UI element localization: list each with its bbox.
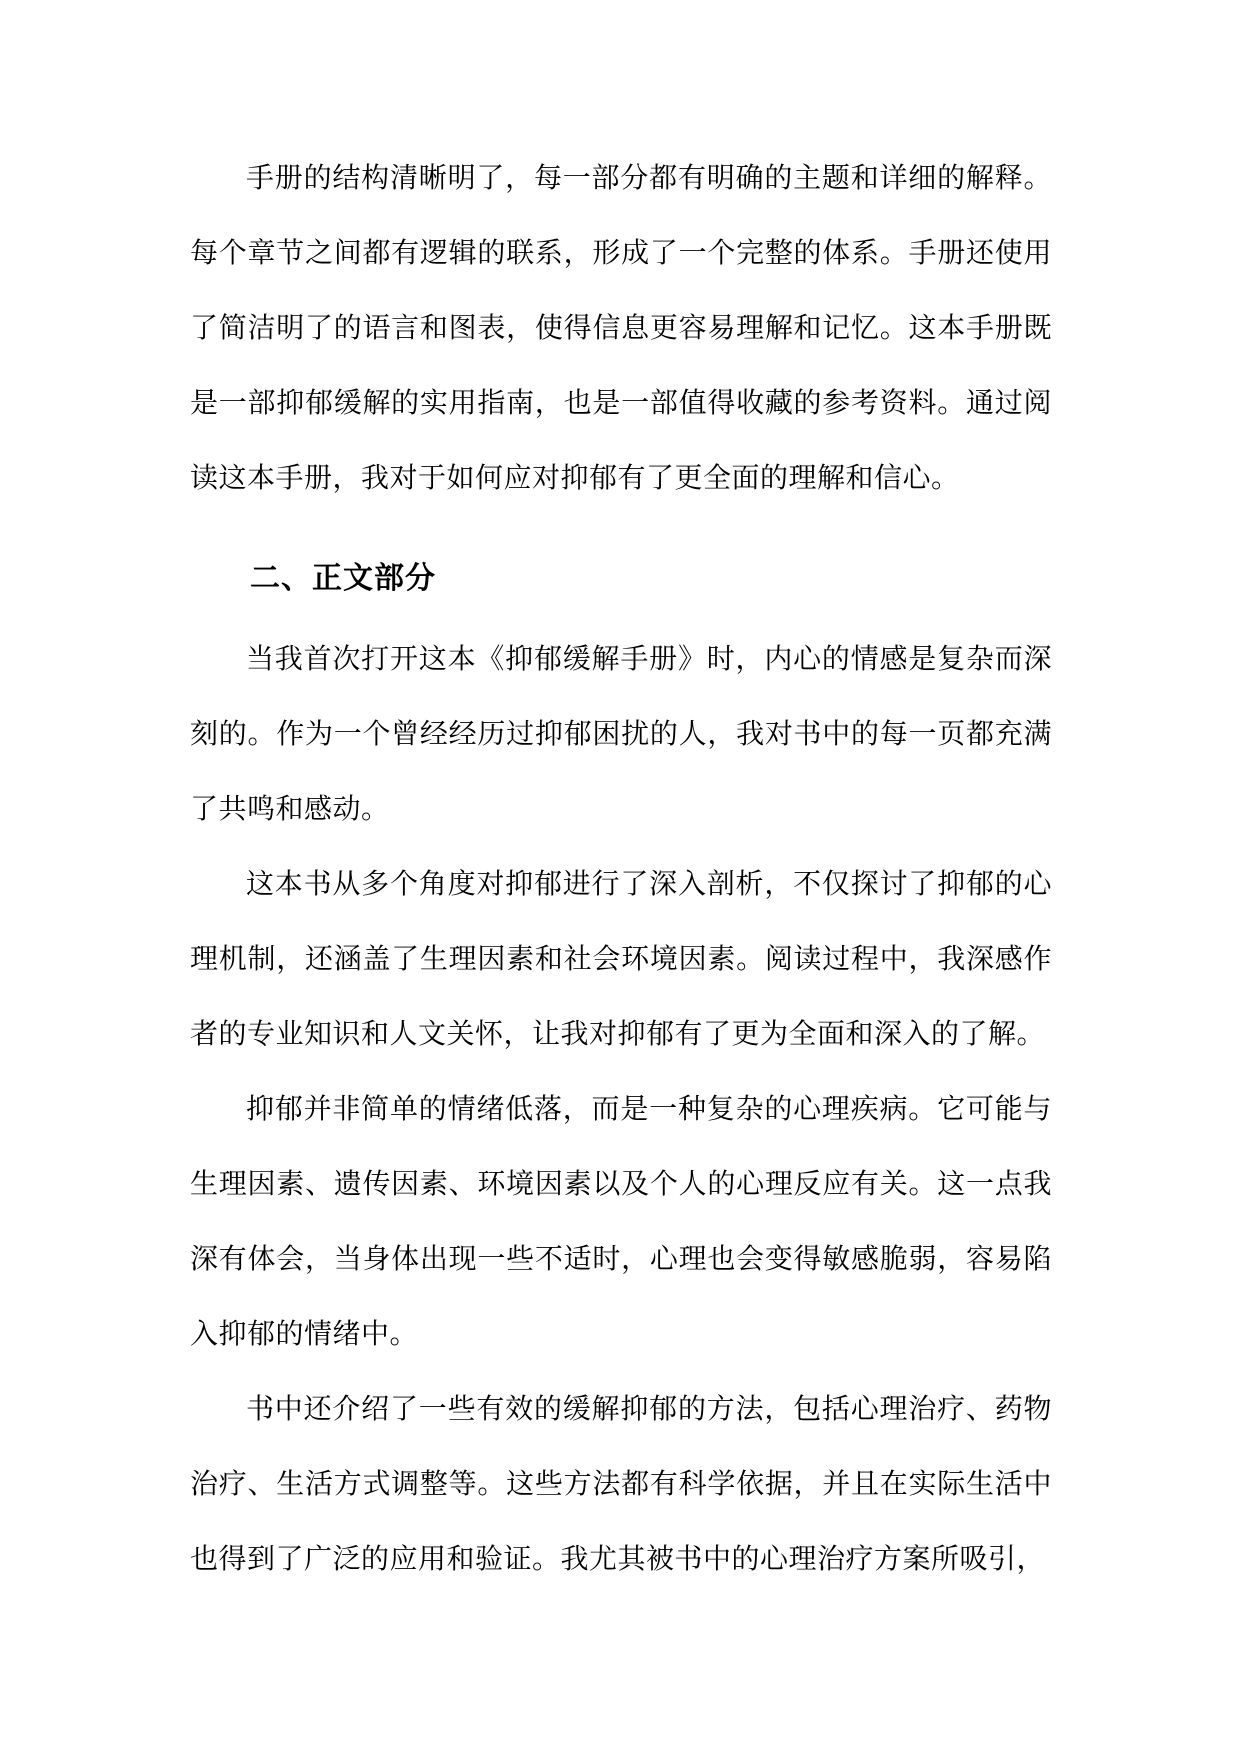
paragraph-2: 这本书从多个角度对抑郁进行了深入剖析，不仅探讨了抑郁的心理机制，还涵盖了生理因素和社会环境因素。阅读过程中，我深感作者的专业知识和人文关怀，让我对抑郁有了更为全面和深入的了解。 <box>190 867 1052 1050</box>
paragraph-4: 书中还介绍了一些有效的缓解抑郁的方法，包括心理治疗、药物治疗、生活方式调整等。这些方法都有科学依据，并且在实际生活中也得到了广泛的应用和验证。我尤其被书中的心理治疗方案所吸引， <box>190 1392 1052 1575</box>
paragraph-3: 抑郁并非简单的情绪低落，而是一种复杂的心理疾病。它可能与生理因素、遗传因素、环境因素以及个人的心理反应有关。这一点我深有体会，当身体出现一些不适时，心理也会变得敏感脆弱，容易陷入抑郁的情绪中。 <box>190 1092 1052 1350</box>
section-heading: 二、正文部分 <box>250 561 436 596</box>
document-body <box>190 140 1052 1596</box>
paragraph-1: 当我首次打开这本《抑郁缓解手册》时，内心的情感是复杂而深刻的。作为一个曾经经历过抑郁困扰的人，我对书中的每一页都充满了共鸣和感动。 <box>190 642 1052 825</box>
paragraph-intro: 手册的结构清晰明了，每一部分都有明确的主题和详细的解释。每个章节之间都有逻辑的联系，形成了一个完整的体系。手册还使用了简洁明了的语言和图表，使得信息更容易理解和记忆。这本手册既是一部抑郁缓解的实用指南，也是一部值得收藏的参考资料。通过阅读这本手册，我对于如何应对抑郁有了更全面的理解和信心。 <box>190 161 1052 494</box>
